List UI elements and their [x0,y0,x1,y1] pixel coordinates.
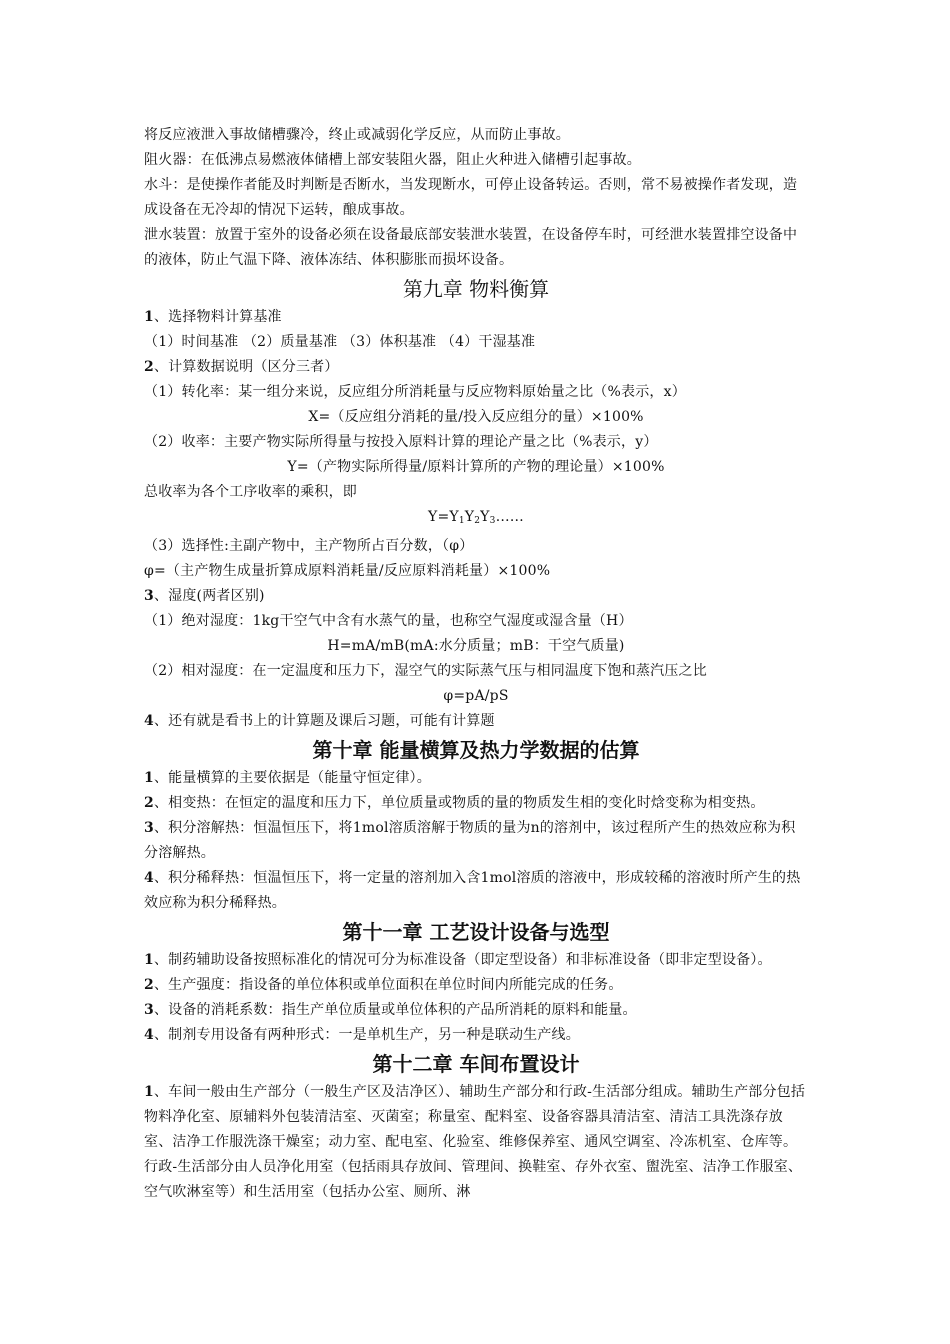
item-number: 1 [144,770,154,786]
ch9-item-1-sub: （1）时间基准 （2）质量基准 （3）体积基准 （4）干湿基准 [144,334,536,350]
formula-part: Y [480,509,490,525]
item-text: 、相变热：在恒定的温度和压力下，单位质量或物质的量的物质发生相的变化时焓变称为相变热。 [153,795,765,811]
absolute-humidity-definition: （1）绝对湿度：1kg干空气中含有水蒸气的量，也称空气湿度或湿含量（H） [144,613,633,629]
absolute-humidity-formula: H=mA/mB(mA:水分质量；mB：干空气质量) [327,638,625,654]
ch10-item-3 [144,816,808,866]
item-number: 1 [144,309,154,325]
ch10-item-1 [144,766,808,791]
document-page [144,123,808,1205]
item-text: 、还有就是看书上的计算题及课后习题，可能有计算题 [153,713,495,729]
conversion-definition: （1）转化率：某一组分来说，反应组分所消耗量与反应物料原始量之比（%表示，x） [144,384,686,400]
yield-definition: （2）收率：主要产物实际所得量与按投入原料计算的理论产量之比（%表示，y） [144,434,658,450]
selectivity-formula: φ=（主产物生成量折算成原料消耗量/反应原料消耗量）×100% [144,563,551,579]
relative-humidity-formula: φ=pA/pS [443,688,509,704]
ch9-item-4 [144,709,808,734]
item-text: 、积分稀释热：恒温恒压下，将一定量的溶剂加入含1mol溶质的溶液中，形成较稀的溶液时所产生的热效应称为积分稀释热。 [144,870,801,911]
total-yield-text: 总收率为各个工序收率的乘积，即 [144,484,357,500]
ch11-item-1 [144,948,808,973]
yield-formula: Y=（产物实际所得量/原料计算所的产物的理论量）×100% [287,459,665,475]
item-number: 2 [144,795,154,811]
ch11-item-4 [144,1023,808,1048]
item-text: 、湿度(两者区别) [153,588,265,604]
total-yield-formula [144,505,808,534]
relative-humidity-definition: （2）相对湿度：在一定温度和压力下，湿空气的实际蒸气压与相同温度下饱和蒸汽压之比 [144,663,707,679]
intro-line-4: 泄水装置：放置于室外的设备必须在设备最底部安装泄水装置，在设备停车时，可经泄水装置排空设备中的液体，防止气温下降、液体冻结、体积膨胀而损坏设备。 [144,227,798,268]
item-text: 、生产强度：指设备的单位体积或单位面积在单位时间内所能完成的任务。 [153,977,623,993]
item-number: 4 [144,713,154,729]
item-number: 3 [144,1002,154,1018]
item-number: 4 [144,870,154,886]
item-number: 4 [144,1027,154,1043]
item-text: 、车间一般由生产部分（一般生产区及洁净区）、辅助生产部分和行政-生活部分组成。辅助生产部分包括物料净化室、原辅料外包装清洁室、灭菌室；称量室、配料室、设备容器具清洁室、清洁工具洗涤存放室、洁净工作服洗涤干燥室；动力室、配电室、化验室、维修保养室、通风空调室、冷冻机室、仓库等。行政-生活部分由人员净化用室（包括雨具存放间、管理间、换鞋室、存外衣室、盥洗室、洁净工作服室、空气吹淋室等）和生活用室（包括办公室、厕所、淋 [144,1084,806,1200]
ch9-item-1 [144,305,808,330]
formula-part: Y [464,509,475,525]
intro-line-1: 将反应液泄入事故储槽骤冷，终止或减弱化学反应，从而防止事故。 [144,127,570,143]
formula-part: …… [495,509,524,525]
item-number: 2 [144,359,154,375]
intro-line-3: 水斗：是使操作者能及时判断是否断水，当发现断水，可停止设备转运。否则，常不易被操作者发现，造成设备在无冷却的情况下运转，酿成事故。 [144,177,798,218]
item-number: 2 [144,977,154,993]
item-text: 、制药辅助设备按照标准化的情况可分为标准设备（即定型设备）和非标准设备（即非定型设备）。 [153,952,772,968]
chapter-11-title: 第十一章 工艺设计设备与选型 [342,920,610,944]
item-number: 1 [144,952,154,968]
item-number: 1 [144,1084,154,1100]
formula-part: Y=Y [428,509,459,525]
ch11-item-3 [144,998,808,1023]
ch9-item-2 [144,355,808,380]
ch10-item-4 [144,866,808,916]
item-text: 、制剂专用设备有两种形式：一是单机生产，另一种是联动生产线。 [153,1027,580,1043]
item-text: 、积分溶解热：恒温恒压下，将1mol溶质溶解于物质的量为n的溶剂中，该过程所产生的热效应称为积分溶解热。 [144,820,796,861]
item-text: 、选择物料计算基准 [153,309,282,325]
ch10-item-2 [144,791,808,816]
conversion-formula: X=（反应组分消耗的量/投入反应组分的量）×100% [308,409,644,425]
item-number: 3 [144,820,154,836]
formula-sub: 1 [458,516,465,526]
chapter-12-title: 第十二章 车间布置设计 [372,1052,580,1076]
ch9-item-3 [144,584,808,609]
item-text: 、能量横算的主要依据是（能量守恒定律）。 [153,770,431,786]
chapter-10-title: 第十章 能量横算及热力学数据的估算 [312,738,640,762]
chapter-9-title: 第九章 物料衡算 [402,277,550,301]
ch12-item-1 [144,1080,808,1205]
formula-sub: 2 [474,516,481,526]
intro-line-2: 阻火器：在低沸点易燃液体储槽上部安装阻火器，阻止火种进入储槽引起事故。 [144,152,641,168]
item-text: 、设备的消耗系数：指生产单位质量或单位体积的产品所消耗的原料和能量。 [153,1002,637,1018]
item-text: 、计算数据说明（区分三者） [153,359,339,375]
selectivity-definition: （3）选择性:主副产物中，主产物所占百分数，（φ） [144,538,474,554]
ch11-item-2 [144,973,808,998]
item-number: 3 [144,588,154,604]
formula-sub: 3 [489,516,496,526]
